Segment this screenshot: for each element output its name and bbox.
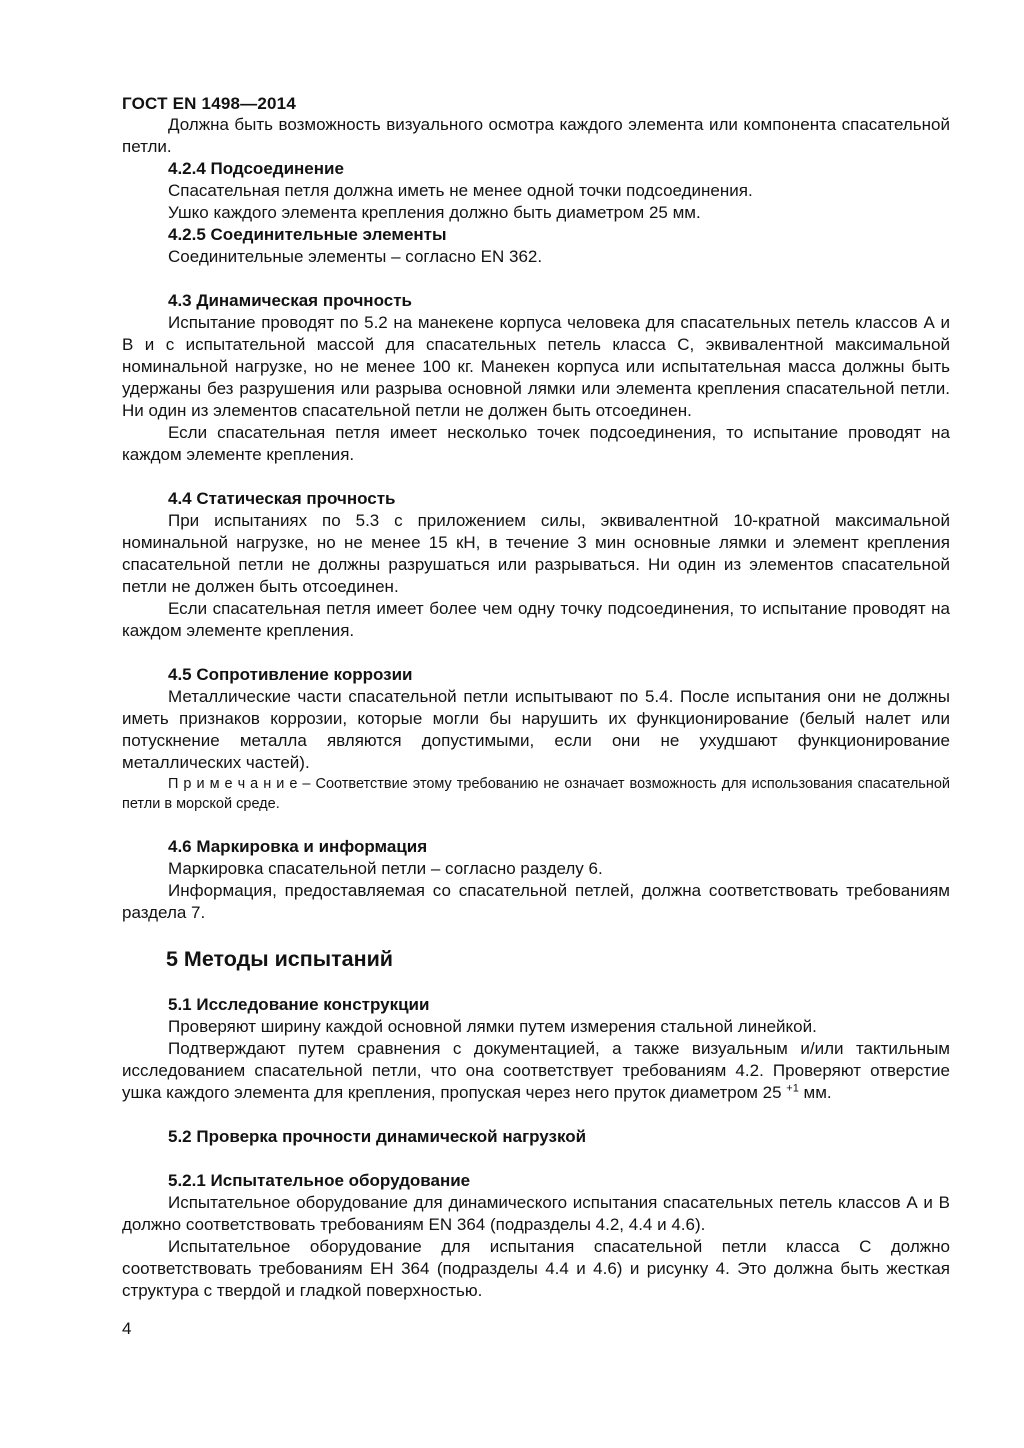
paragraph: Испытание проводят по 5.2 на манекене корпуса человека для спасательных петель классов А и В и с испытательной массой для спасательных петель класса С, эквивалентной максимальной номинальной нагрузке, но не менее 100 кг. Манекен корпуса или испытательная масса должны быть удержаны без разрушения или разрыва основной лямки или элемента крепления спасательной петли. Ни один из элементов спасательной петли не должен быть отсоединен. xyxy=(122,313,950,420)
section-heading: 4.2.4 Подсоединение xyxy=(168,159,344,178)
paragraph: Если спасательная петля имеет более чем одну точку подсоединения, то испытание проводят на каждом элементе крепления. xyxy=(122,599,950,640)
spacer xyxy=(122,466,950,488)
spacer xyxy=(122,814,950,836)
paragraph: Металлические части спасательной петли испытывают по 5.4. После испытания они не должны иметь признаков коррозии, которые могли бы нарушить их функционирование (белый налет или потускнение металла являются допустимыми, если они не ухудшают функционирование металлических частей). xyxy=(122,687,950,772)
spacer xyxy=(122,268,950,290)
section-heading: 4.5 Сопротивление коррозии xyxy=(168,665,413,684)
text-body xyxy=(122,114,950,1302)
section-heading: 4.4 Статическая прочность xyxy=(168,489,396,508)
section-heading: 5.2.1 Испытательное оборудование xyxy=(168,1171,471,1190)
paragraph: Соединительные элементы – согласно EN 362. xyxy=(168,247,543,266)
spacer xyxy=(122,924,950,946)
paragraph: Спасательная петля должна иметь не менее одной точки подсоединения. xyxy=(168,181,753,200)
spacer xyxy=(122,1148,950,1170)
paragraph: Если спасательная петля имеет несколько точек подсоединения, то испытание проводят на каждом элементе крепления. xyxy=(122,423,950,464)
superscript-tolerance: +1 xyxy=(786,1082,799,1095)
paragraph: Испытательное оборудование для динамического испытания спасательных петель классов А и В должно соответствовать требованиям EN 364 (подразделы 4.2, 4.4 и 4.6). xyxy=(122,1193,950,1234)
section-heading: 4.2.5 Соединительные элементы xyxy=(168,225,447,244)
section-heading: 4.6 Маркировка и информация xyxy=(168,837,428,856)
spacer xyxy=(122,972,950,994)
chapter-heading: 5 Методы испытаний xyxy=(166,947,394,971)
document-designation: ГОСТ EN 1498—2014 xyxy=(122,94,296,113)
paragraph: Маркировка спасательной петли – согласно разделу 6. xyxy=(168,859,603,878)
paragraph: Должна быть возможность визуального осмотра каждого элемента или компонента спасательной петли. xyxy=(122,115,950,156)
paragraph: Подтверждают путем сравнения с документацией, а также визуальным и/или тактильным исследованием спасательной петли, что она соответствует требованиям 4.2. Проверяют отверстие ушка каждого элемента для крепления, пропуская через него пруток диаметром 25 $^{+1}$ мм. xyxy=(122,1039,950,1102)
note-paragraph: П р и м е ч а н и е – Соответствие этому требованию не означает возможность для использования спасательной петли в морской среде. xyxy=(122,776,950,812)
paragraph: Ушко каждого элемента крепления должно быть диаметром 25 мм. xyxy=(168,203,701,222)
page-number: 4 xyxy=(122,1319,132,1338)
paragraph: При испытаниях по 5.3 с приложением силы, эквивалентной 10-кратной максимальной номинальной нагрузке, но не менее 15 кН, в течение 3 мин основные лямки и элемент крепления спасательной петли не должны разрушаться или разрываться. Ни один из элементов спасательной петли не должен быть отсоединен. xyxy=(122,511,950,596)
paragraph: Информация, предоставляемая со спасательной петлей, должна соответствовать требованиям раздела 7. xyxy=(122,881,950,922)
paragraph: Испытательное оборудование для испытания спасательной петли класса С должно соответствовать требованиям ЕН 364 (подразделы 4.4 и 4.6) и рисунку 4. Это должна быть жесткая структура с твердой и гладкой поверхностью. xyxy=(122,1237,950,1300)
section-heading: 5.2 Проверка прочности динамической нагрузкой xyxy=(168,1127,587,1146)
spacer xyxy=(122,1104,950,1126)
section-heading: 5.1 Исследование конструкции xyxy=(168,995,430,1014)
page-content xyxy=(122,94,950,1302)
paragraph: Проверяют ширину каждой основной лямки путем измерения стальной линейкой. xyxy=(168,1017,817,1036)
spacer xyxy=(122,642,950,664)
section-heading: 4.3 Динамическая прочность xyxy=(168,291,412,310)
